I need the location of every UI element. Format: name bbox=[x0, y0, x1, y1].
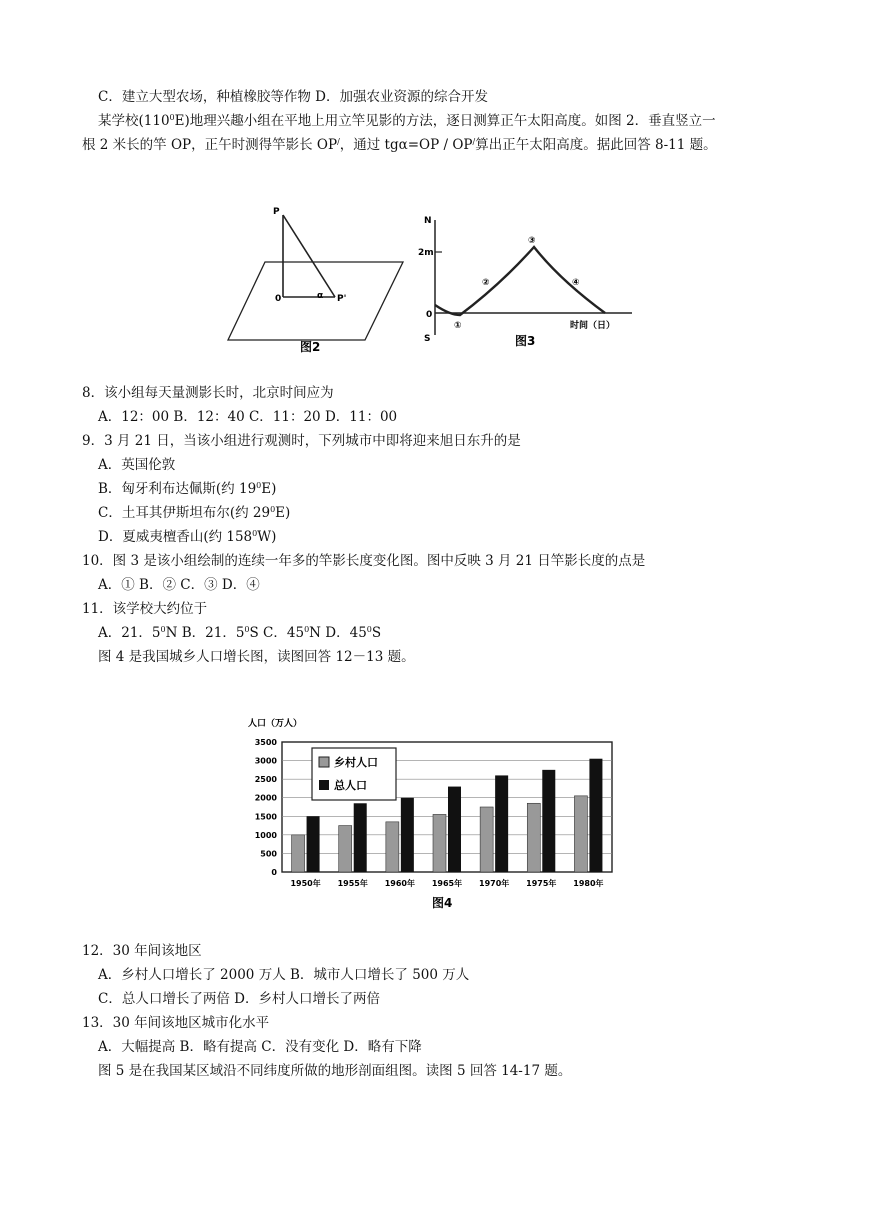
bar-total bbox=[448, 787, 461, 872]
figure-5-intro: 图 5 是在我国某区域沿不同纬度所做的地形剖面组图。读图 5 回答 14-17 题。 bbox=[98, 1063, 572, 1079]
label-2m: 2m bbox=[418, 248, 434, 258]
y-axis-label: 人口（万人） bbox=[248, 719, 303, 729]
legend-label-rural: 乡村人口 bbox=[334, 756, 378, 769]
point-1: ① bbox=[454, 321, 462, 331]
question-8-options: A．12：00 B．12：40 C．11：20 D．11：00 bbox=[98, 409, 398, 425]
question-9-option-d: D．夏威夷檀香山(约 $158^0W$) bbox=[98, 529, 277, 545]
bar-rural bbox=[386, 822, 399, 872]
label-alpha: α bbox=[317, 291, 324, 301]
x-axis-label: 时间（日） bbox=[570, 321, 616, 331]
question-13: 13．30 年间该地区城市化水平 bbox=[82, 1015, 270, 1031]
bar-rural bbox=[527, 803, 540, 872]
legend-swatch-total bbox=[319, 780, 329, 790]
x-tick-label: 1980年 bbox=[573, 879, 604, 888]
figure-4-intro: 图 4 是我国城乡人口增长图，读图回答 12－13 题。 bbox=[98, 649, 415, 665]
intro-line-2: 根 2 米长的竿 OP，正午时测得竿影长 OP/，通过 tgα=OP / OP/算出正午太阳高度。据此回答 8-11 题。 bbox=[82, 137, 717, 153]
question-12: 12．30 年间该地区 bbox=[82, 943, 202, 959]
legend-label-total: 总人口 bbox=[334, 779, 367, 792]
label-o: 0 bbox=[275, 294, 282, 304]
question-12-options-ab: A．乡村人口增长了 2000 万人 B．城市人口增长了 500 万人 bbox=[98, 967, 470, 983]
y-tick-label: 3500 bbox=[254, 738, 277, 747]
question-11: 11．该学校大约位于 bbox=[82, 601, 208, 617]
label-s: S bbox=[424, 334, 431, 344]
question-10-options: A．① B．② C．③ D．④ bbox=[98, 577, 260, 593]
figure-2-diagram bbox=[225, 205, 405, 360]
x-tick-label: 1975年 bbox=[526, 879, 557, 888]
bar-rural bbox=[574, 796, 587, 872]
x-tick-label: 1950年 bbox=[290, 879, 321, 888]
intro-line-1: 某学校$(110^0E)$地理兴趣小组在平地上用立竿见影的方法，逐日测算正午太阳高度。如图 2．垂直竖立一 bbox=[98, 113, 716, 129]
bar-rural bbox=[339, 826, 352, 872]
sun-ray-line bbox=[283, 215, 335, 297]
y-tick-label: 2000 bbox=[254, 793, 277, 803]
legend bbox=[312, 748, 396, 800]
figure-3-shadow-chart bbox=[420, 205, 640, 355]
figure-3-caption: 图3 bbox=[515, 334, 536, 348]
bar-rural bbox=[292, 835, 305, 872]
y-tick-label: 3000 bbox=[254, 756, 277, 766]
figure-4-caption: 图4 bbox=[432, 896, 453, 910]
question-8: 8．该小组每天量测影长时，北京时间应为 bbox=[82, 385, 334, 401]
bar-total bbox=[495, 775, 508, 872]
y-tick-label: 0 bbox=[271, 868, 277, 877]
question-9: 9．3 月 21 日，当该小组进行观测时，下列城市中即将迎来旭日东升的是 bbox=[82, 433, 521, 449]
question-10: 10．图 3 是该小组绘制的连续一年多的竿影长度变化图。图中反映 3 月 21 日竿影长度的点是 bbox=[82, 553, 646, 569]
bar-total bbox=[354, 803, 367, 872]
y-tick-label: 500 bbox=[260, 849, 277, 859]
point-2: ② bbox=[482, 278, 490, 288]
label-p: P bbox=[273, 207, 280, 217]
bar-rural bbox=[433, 814, 446, 872]
question-9-option-b: B．匈牙利布达佩斯(约 $19^0E$) bbox=[98, 481, 277, 497]
question-12-options-cd: C．总人口增长了两倍 D．乡村人口增长了两倍 bbox=[98, 991, 380, 1007]
point-3: ③ bbox=[528, 236, 536, 246]
bar-total bbox=[589, 759, 602, 872]
bar-total bbox=[401, 798, 414, 872]
label-p-prime: P' bbox=[337, 294, 347, 304]
question-13-options: A．大幅提高 B．略有提高 C．没有变化 D．略有下降 bbox=[98, 1039, 422, 1055]
figure-2-caption: 图2 bbox=[300, 340, 321, 354]
bar-total bbox=[307, 816, 320, 872]
figure-4-population-chart bbox=[240, 712, 630, 917]
x-tick-label: 1965年 bbox=[431, 879, 463, 888]
legend-swatch-rural bbox=[319, 757, 329, 767]
bar-total bbox=[542, 770, 555, 872]
y-tick-label: 1500 bbox=[254, 812, 277, 822]
bar-rural bbox=[480, 807, 493, 872]
question-9-option-c: C．土耳其伊斯坦布尔(约 $29^0E$) bbox=[98, 505, 291, 521]
question-9-option-a: A．英国伦敦 bbox=[98, 457, 176, 473]
label-n: N bbox=[424, 216, 432, 226]
ground-plane bbox=[228, 262, 403, 340]
point-4: ④ bbox=[572, 278, 580, 288]
y-tick-label: 1000 bbox=[254, 830, 277, 840]
y-tick-label: 2500 bbox=[254, 775, 277, 785]
x-tick-label: 1955年 bbox=[337, 879, 368, 888]
label-zero: 0 bbox=[426, 310, 433, 320]
x-tick-label: 1960年 bbox=[384, 879, 415, 888]
option-line-c-d: C．建立大型农场，种植橡胶等作物 D．加强农业资源的综合开发 bbox=[98, 89, 488, 105]
question-11-options: A．21．$5^0N$ B．21．$5^0S$ C．$45^0N$ D．$45^0S$ bbox=[98, 625, 382, 641]
x-tick-label: 1970年 bbox=[479, 879, 510, 888]
